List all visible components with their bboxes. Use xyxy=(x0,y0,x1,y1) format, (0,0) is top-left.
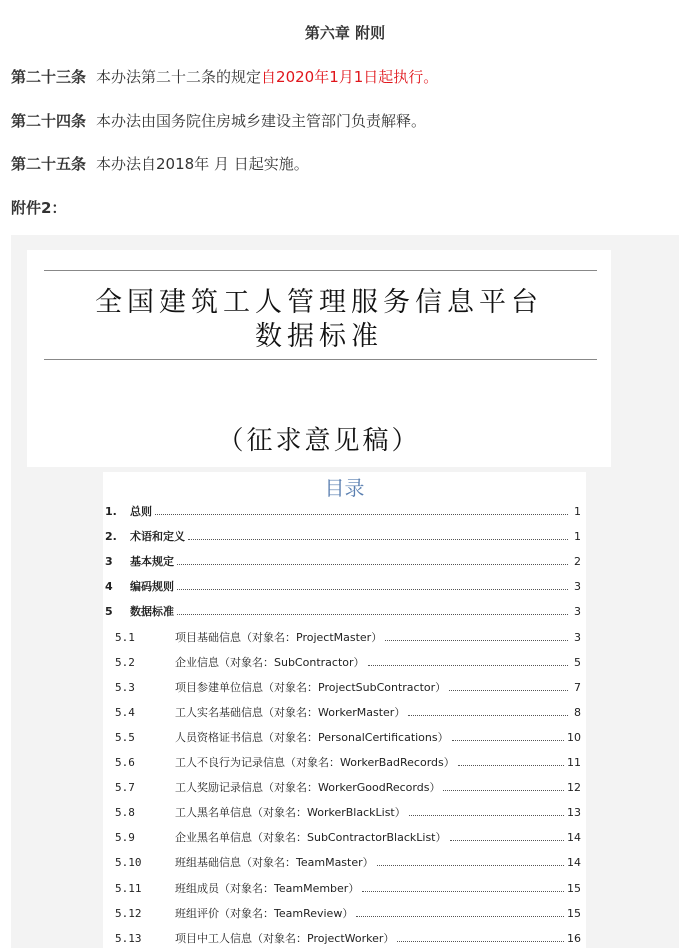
toc-entry-page: 12 xyxy=(567,781,581,795)
toc-dot-leader xyxy=(397,932,564,942)
toc-entry[interactable] xyxy=(103,578,581,598)
toc-dot-leader xyxy=(177,555,568,565)
toc-dot-leader xyxy=(356,907,564,917)
toc-entry-number: 2. xyxy=(105,530,117,544)
article-25 xyxy=(11,153,309,174)
toc-heading: 目录 xyxy=(324,476,365,500)
cover-subtitle: （征求意见稿） xyxy=(217,426,421,456)
toc-entry-number: 3 xyxy=(105,555,113,569)
toc-entry-page: 3 xyxy=(574,630,581,644)
toc-entry-page: 15 xyxy=(567,906,581,920)
article-text: 本办法由国务院住房城乡建设主管部门负责解释。 xyxy=(96,112,427,130)
article-23 xyxy=(11,66,438,87)
toc-entry-page: 15 xyxy=(567,881,581,895)
article-text: 本办法自2018年 月 日起实施。 xyxy=(96,155,309,173)
toc-entry-number: 5.1 xyxy=(115,630,135,644)
toc-dot-leader xyxy=(458,756,564,766)
toc-entry[interactable] xyxy=(103,654,581,674)
toc-entry-title: 班组评价（对象名：TeamReview） xyxy=(175,906,354,920)
toc-entry-number: 5.13 xyxy=(115,931,142,945)
toc-entry-page: 5 xyxy=(574,655,581,669)
toc-entry-number: 5.8 xyxy=(115,806,135,820)
toc-entry-title: 班组基础信息（对象名：TeamMaster） xyxy=(175,856,374,870)
toc-entry-number: 5.5 xyxy=(115,730,135,744)
toc-dot-leader xyxy=(443,781,564,791)
toc-entry-title: 总则 xyxy=(130,505,152,518)
toc-entry-number: 5.9 xyxy=(115,831,135,845)
cover-title-line1: 全国建筑工人管理服务信息平台 xyxy=(95,287,543,318)
toc-dot-leader xyxy=(155,505,568,515)
toc-entry-page: 8 xyxy=(574,705,581,719)
toc-entry-title: 工人黑名单信息（对象名：WorkerBlackList） xyxy=(175,806,406,820)
toc-entry[interactable] xyxy=(103,679,581,699)
toc-entry-number: 5.12 xyxy=(115,906,142,920)
chapter-title: 第六章 附则 xyxy=(304,24,386,42)
toc-entry[interactable] xyxy=(103,880,581,900)
toc-entry-number: 5.2 xyxy=(115,655,135,669)
toc-entry-title: 项目中工人信息（对象名：ProjectWorker） xyxy=(175,931,395,945)
toc-entry-title: 企业信息（对象名：SubContractor） xyxy=(175,655,365,669)
article-number: 第二十三条 xyxy=(11,68,87,86)
toc-entry[interactable] xyxy=(103,754,581,774)
cover-bottom-rule xyxy=(44,359,597,360)
toc-entry[interactable] xyxy=(103,804,581,824)
toc-entry-number: 5.7 xyxy=(115,781,135,795)
toc-entry-page: 3 xyxy=(574,605,581,619)
cover-page xyxy=(27,250,611,467)
toc-entry-title: 工人奖励记录信息（对象名：WorkerGoodRecords） xyxy=(175,781,441,795)
toc-entry-number: 4 xyxy=(105,580,113,594)
toc-entry-page: 16 xyxy=(567,931,581,945)
toc-entry-title: 术语和定义 xyxy=(130,530,185,544)
toc-entry[interactable] xyxy=(103,779,581,799)
article-number: 第二十五条 xyxy=(11,155,87,173)
cover-title-line2: 数据标准 xyxy=(255,321,383,352)
article-number: 第二十四条 xyxy=(11,112,87,130)
toc-entry[interactable] xyxy=(103,729,581,749)
toc-entry-number: 1. xyxy=(105,505,117,518)
toc-entry-title: 项目基础信息（对象名：ProjectMaster） xyxy=(175,630,383,644)
toc-entry-page: 11 xyxy=(567,756,581,769)
article-highlight: 自2020年1月1日起执行。 xyxy=(261,68,439,86)
toc-dot-leader xyxy=(452,731,564,741)
toc-entry-page: 14 xyxy=(567,831,581,845)
toc-entry-page: 13 xyxy=(567,806,581,820)
toc-dot-leader xyxy=(368,656,568,666)
toc-entry-title: 班组成员（对象名：TeamMember） xyxy=(175,881,360,895)
toc-entry[interactable] xyxy=(103,503,581,523)
table-of-contents xyxy=(103,472,586,948)
toc-entry-title: 人员资格证书信息（对象名：PersonalCertifications） xyxy=(175,730,449,744)
toc-entry[interactable] xyxy=(103,930,581,950)
toc-dot-leader xyxy=(409,806,564,816)
toc-entry[interactable] xyxy=(103,629,581,649)
toc-dot-leader xyxy=(188,530,568,540)
toc-entry-number: 5.11 xyxy=(115,881,142,895)
cover-top-rule xyxy=(44,270,597,271)
attachment-label: 附件2： xyxy=(11,199,67,217)
toc-entry-page: 3 xyxy=(574,580,581,594)
toc-entry-number: 5.6 xyxy=(115,756,135,769)
toc-dot-leader xyxy=(177,605,568,615)
toc-entry-number: 5.4 xyxy=(115,705,135,719)
toc-entry-page: 7 xyxy=(574,680,581,694)
toc-entry[interactable] xyxy=(103,704,581,724)
toc-dot-leader xyxy=(177,580,568,590)
toc-entry-number: 5.3 xyxy=(115,680,135,694)
article-text: 本办法第二十二条的规定 xyxy=(96,68,262,86)
toc-entry-number: 5.10 xyxy=(115,856,142,870)
toc-entry-number: 5 xyxy=(105,605,113,619)
toc-entry-page: 1 xyxy=(574,505,581,518)
toc-dot-leader xyxy=(449,681,568,691)
toc-dot-leader xyxy=(450,831,565,841)
article-24 xyxy=(11,110,426,131)
toc-entry-title: 项目参建单位信息（对象名：ProjectSubContractor） xyxy=(175,680,447,694)
toc-entry[interactable] xyxy=(103,854,581,874)
toc-entry[interactable] xyxy=(103,528,581,548)
toc-entry-page: 14 xyxy=(567,856,581,870)
toc-entry-page: 1 xyxy=(574,530,581,544)
toc-entry[interactable] xyxy=(103,603,581,623)
toc-dot-leader xyxy=(362,882,564,892)
toc-entry-title: 数据标准 xyxy=(130,605,174,619)
toc-entry-title: 编码规则 xyxy=(130,580,174,594)
toc-entry-title: 基本规定 xyxy=(130,555,174,569)
toc-entry-title: 工人不良行为记录信息（对象名：WorkerBadRecords） xyxy=(175,756,455,769)
toc-entry-page: 2 xyxy=(574,555,581,569)
toc-entry[interactable] xyxy=(103,905,581,925)
toc-dot-leader xyxy=(377,856,564,866)
toc-entry[interactable] xyxy=(103,553,581,573)
toc-entry-title: 工人实名基础信息（对象名：WorkerMaster） xyxy=(175,705,406,719)
toc-dot-leader xyxy=(408,706,568,716)
toc-entry-title: 企业黑名单信息（对象名：SubContractorBlackList） xyxy=(175,831,447,845)
toc-entry[interactable] xyxy=(103,829,581,849)
toc-entry-page: 10 xyxy=(567,730,581,744)
toc-dot-leader xyxy=(385,631,568,641)
